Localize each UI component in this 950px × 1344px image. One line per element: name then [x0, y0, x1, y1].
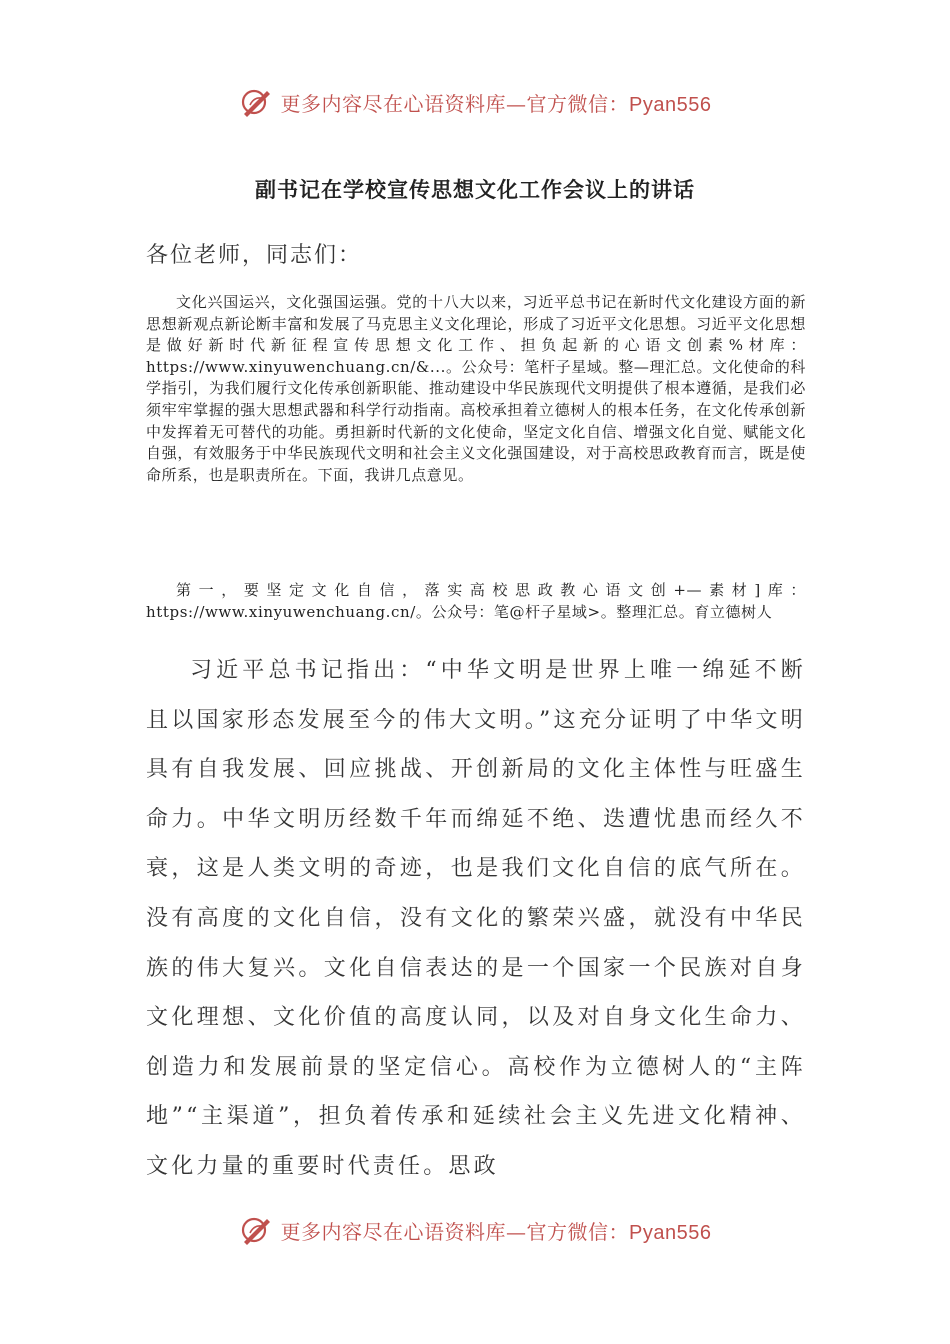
header-banner [0, 80, 950, 124]
banner-caption: 更多内容尽在心语资料库—官方微信： [280, 1219, 630, 1244]
document-title: 副书记在学校宣传思想文化工作会议上的讲话 [255, 178, 695, 202]
pen-logo-icon [239, 1213, 273, 1247]
paragraph-section-one-heading: 第一，要坚定文化自信，落实高校思政教心语文创+—素材]库：https://www.xinyuwenchuang.cn/。公众号：笔@杆子星域>。整理汇总。育立德树人 [146, 581, 806, 621]
banner-wechat-id: Pyan556 [629, 93, 712, 116]
banner-caption: 更多内容尽在心语资料库—官方微信： [280, 91, 630, 116]
paragraph-intro: 文化兴国运兴，文化强国运强。党的十八大以来，习近平总书记在新时代文化建设方面的新思想新观点新论断丰富和发展了马克思主义文化理论，形成了习近平文化思想。习近平文化思想是做好新时代新征程宣传思想文化工作、担负起新的心语文创素%材库：https://www.xinyuwenchuang.cn/&...。公众号：笔杆子星域。整—理汇总。文化使命的科学指引，为我们履行文化传承创新职能、推动建设中华民族现代文明提供了根本遵循，是我们必须牢牢掌握的强大思想武器和科学行动指南。高校承担着立德树人的根本任务，在文化传承创新中发挥着无可替代的功能。勇担新时代新的文化使命，坚定文化自信、增强文化自觉、赋能文化自强，有效服务于中华民族现代文明和社会主义文化强国建设，对于高校思政教育而言，既是使命所系，也是职责所在。下面，我讲几点意见。 [146, 293, 806, 484]
paragraph-body: 习近平总书记指出：“中华文明是世界上唯一绵延不断且以国家形态发展至今的伟大文明。”这充分证明了中华文明具有自我发展、回应挑战、开创新局的文化主体性与旺盛生命力。中华文明历经数千年而绵延不绝、迭遭忧患而经久不衰，这是人类文明的奇迹，也是我们文化自信的底气所在。没有高度的文化自信，没有文化的繁荣兴盛，就没有中华民族的伟大复兴。文化自信表达的是一个国家一个民族对自身文化理想、文化价值的高度认同，以及对自身文化生命力、创造力和发展前景的坚定信心。高校作为立德树人的“主阵地”“主渠道”，担负着传承和延续社会主义先进文化精神、文化力量的重要时代责任。思政 [146, 658, 806, 1179]
banner-wechat-id: Pyan556 [629, 1221, 712, 1244]
footer-banner [0, 1208, 950, 1252]
salutation: 各位老师，同志们： [146, 243, 363, 268]
pen-logo-icon [239, 85, 273, 119]
banner-text [281, 1216, 712, 1245]
banner-text [281, 88, 712, 117]
